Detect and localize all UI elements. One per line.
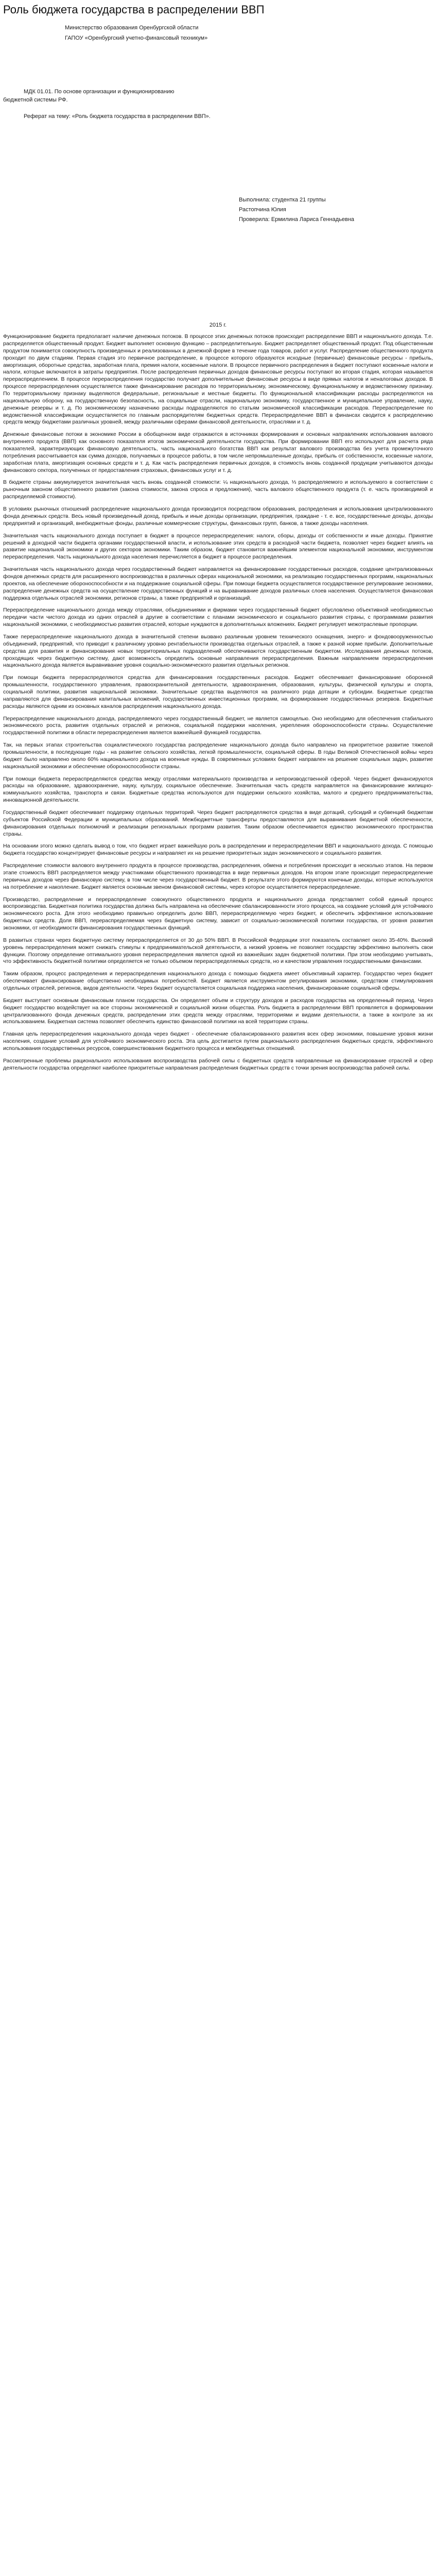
course-line: МДК 01.01. По основе организации и функционированию	[24, 89, 175, 95]
paragraph: Функционирование бюджета предполагает наличие денежных потоков. В процессе этих денежных потоков происходит распределение ВВП и национального дохода. Т.е. распределяется общественный продукт. Бюджет выполняет основную функцию – распределительную. Бюджет распределяет общественный продукт. Под общественным продуктом понимается совокупность произведенных и реализованных в денежной форме в течение года товаров, работ и услуг. Распределение общественного продукта проходит по двум стадиям. Первая стадия это первичное распределение, в процессе которого образуются исходные (первичные) финансовые ресурсы - прибыль, амортизация, оборотные средства, заработная плата, премия налоги, косвенные налоги. В процессе первичного распределения в бюджет поступают косвенные налоги и налоги, которые включаются в затраты предприятия. После распределения первичных доходов финансовые ресурсы поступают во вторая стадия, которая называется перераспределением. В процессе перераспределения государство получает дополнительные финансовые ресурсы в виде прямых налогов и неналоговых доходов. В процессе перераспределения осуществляется также финансирование расходов по территориальному, экономическому, функциональному и ведомственному признаку. По территориальному признаку выделяются федеральные, региональные и местные бюджеты. По функциональной классификации расходы распределяются на национальную оборону, на государственную безопасность, на социальные отрасли, национальную экономику, государственное и муниципальное управление, науку, денежные резервы и т. д. По экономическому назначению расходы подразделяются по статьям экономической классификации расходов. Перераспределение по ведомственной классификации осуществляется по главным распорядителям бюджетных средств. Перераспределение ВВП в финансах сводится к распределению средств между бюджетами различных уровней, между различными сферами финансовой деятельности, отраслями и т. д.	[3, 333, 433, 426]
student-name: Растопчина Юлия	[239, 206, 286, 213]
student-line: Выполнила: студентка 21 группы	[239, 196, 326, 203]
paragraph: Государственный бюджет обеспечивает поддержку отдельных территорий. Через бюджет распределяются средства в виде дотаций, субсидий и субвенций бюджетам субъектов Российской Федерации и муниципальных образований. Межбюджетные трансферты предоставляются для выравнивания бюджетной обеспеченности, финансирования отдельных полномочий и реализации региональных программ развития. Таким образом обеспечивается единство экономического пространства страны.	[3, 809, 433, 837]
paragraph: Таким образом, процесс распределения и перераспределения национального дохода с помощью бюджета имеет объективный характер. Государство через бюджет обеспечивает финансирование общественно необходимых потребностей. Бюджет является инструментом регулирования экономики, средством стимулирования отдельных отраслей, регионов, видов деятельности. Через бюджет осуществляется социальная поддержка населения, финансирование социальной сферы.	[3, 971, 433, 992]
institution-name: ГАПОУ «Оренбургский учетно-финансовый техникум»	[65, 35, 208, 41]
paragraph: Бюджет выступает основным финансовым планом государства. Он определяет объем и структуру доходов и расходов государства на определенный период. Через бюджет государство воздействует на все стороны экономической и социальной жизни общества. Роль бюджета в распределении ВВП проявляется в формировании централизованного фонда денежных средств, распределении этих средств между отраслями, территориями и видами деятельности, а также в контроле за их использованием. Бюджетная система позволяет обеспечить единство финансовой политики на всей территории страны.	[3, 997, 433, 1025]
paragraph: В условиях рыночных отношений распределение национального дохода производится посредством образования, распределения и использования централизованного фонда денежных средств. Весь новый произведенный доход, прибыль и иные доходы организации, предприятия, граждане - т. е. все, государственные доходы, доходы предприятий и организаций, внебюджетные фонды, различные коммерческие структуры, финансовых групп, банков, а также доходы населения.	[3, 506, 433, 527]
paragraph: Значительная часть национального дохода через государственный бюджет направляется на финансирование государственных расходов, создание централизованных фондов денежных средств для расширенного воспроизводства в различных сферах национальной экономики, на реализацию государственных программ, национальных проектов, на обеспечение обороноспособности и на поддержание социальной сферы. При помощи бюджета осуществляется государственное регулирование экономики, распределение денежных средств на осуществление государственных функций и на выравнивание доходов различных слоев населения. Осуществляется финансовая поддержка отдельных отраслей экономики, регионов страны, а также предприятий и организаций.	[3, 566, 433, 601]
paragraph: Распределение стоимости валового внутреннего продукта в процессе производства, распределения, обмена и потребления происходит в несколько этапов. На первом этапе стоимость ВВП распределяется между участниками общественного производства в виде первичных доходов. На втором этапе происходит перераспределение первичных доходов через финансовую систему, в том числе через государственный бюджет. В результате этого формируются конечные доходы, которые используются на потребление и накопление. Бюджет является основным звеном финансовой системы, через которое осуществляется перераспределение.	[3, 862, 433, 890]
ministry-name: Министерство образования Оренбургской области	[65, 25, 199, 31]
paragraph: Перераспределение национального дохода, распределяемого через государственный бюджет, не является самоцелью. Оно необходимо для обеспечения стабильного экономического роста, развития отдельных отраслей и регионов, социальной поддержки населения, укрепления обороноспособности страны. Осуществление государственной политики в области перераспределения является важнейшей функцией государства.	[3, 715, 433, 736]
course-spec: бюджетной системы РФ.	[3, 97, 68, 103]
paragraph: В бюджете страны аккумулируется значительная часть вновь созданной стоимости: ¼ национального дохода, ⅓ распределяемого и используемого в соответствии с рыночным законом общественного развития (закона стоимости, закона спроса и предложения), часть валового общественного продукта (т. е. часть производимой и распределяемой стоимости).	[3, 479, 433, 500]
paragraph: Так, на первых этапах строительства социалистического государства распределение национального дохода было направлено на приоритетное развитие тяжелой промышленности, в последующие годы - на развитие сельского хозяйства, легкой промышленности, социальной сферы. В годы Великой Отечественной войны через бюджет было направлено около 60% национального дохода на военные нужды. В современных условиях бюджет направлен на решение социальных задач, развитие национальной экономики и обеспечение обороноспособности страны.	[3, 742, 433, 770]
paragraph: Главная цель перераспределения национального дохода через бюджет - обеспечение сбалансированного развития всех сфер экономики, повышение уровня жизни населения, создание условий для устойчивого экономического роста. Эта цель достигается путем рационального распределения бюджетных средств, эффективного использования государственных ресурсов, совершенствования бюджетного процесса и межбюджетных отношений.	[3, 1031, 433, 1052]
paragraph: На основании этого можно сделать вывод о том, что бюджет играет важнейшую роль в распределении и перераспределении ВВП и национального дохода. С помощью бюджета государство концентрирует финансовые ресурсы и направляет их на решение приоритетных задач экономического и социального развития.	[3, 843, 433, 857]
paragraph: Также перераспределение национального дохода в значительной степени вызвано различным уровнем технического оснащения, энерго- и фондовооруженностью объединений, предприятий, что приводит к различному уровню рентабельности производства отдельных отраслей, а также к разной норме прибыли. Дополнительные средства для развития и финансирования новых территориальных подразделений обеспечиваются государственным бюджетом. Исследования денежных потоков, проходящих через бюджетную систему, дают возможность определить основные направления перераспределения. Важным направлением перераспределения национального дохода является выравнивание уровня социально-экономического развития отдельных регионов.	[3, 633, 433, 669]
page-title: Роль бюджета государства в распределении ВВП	[3, 3, 265, 16]
paragraph: Рассмотренные проблемы рационального использования воспроизводства рабочей силы с бюджетных средств направленные на финансирование отраслей и сфер деятельности государства определяют наиболее приоритетные направления распределения бюджетных средств с точки зрения воспроизводства рабочей силы.	[3, 1057, 433, 1071]
paragraph: Перераспределение национального дохода между отраслями, объединениями и фирмами через государственный бюджет обусловлено объективной необходимостью передачи части чистого дохода из одних отраслей в другие в соответствии с планами экономического и социального развития страны, с программами развития национальной экономики, с необходимостью развития отраслей, которые нуждаются в дополнительных вложениях. Бюджет регулирует межотраслевые пропорции.	[3, 607, 433, 628]
document-page	[0, 0, 436, 1077]
year: 2015 г.	[209, 322, 227, 329]
paragraph: При помощи бюджета перераспределяются средства для финансирования государственных расходов. Бюджет обеспечивает финансирование оборонной промышленности, государственного управления, правоохранительной деятельности, здравоохранения, образования, культуры, физической культуры и спорта, социальной политики, развития национальной экономики. Значительные средства выделяются на различного рода дотации и субсидии. Бюджетные средства направляются для финансирования капитальных вложений, государственных инвестиционных программ, на формирование государственных резервов. Бюджетные расходы являются одним из основных каналов распределения национального дохода.	[3, 674, 433, 709]
body-text	[3, 333, 433, 1072]
author-block	[239, 197, 433, 224]
paragraph: Денежные финансовые потоки в экономике России в обобщенном виде отражаются в источниках формирования и основных направлениях использования валового внутреннего продукта (ВВП) как основного показателя итогов экономической деятельности государства. При формировании ВВП его используют для расчета ряда показателей, характеризующих финансовую деятельность, часть национального богатства ВВП как результат валового производства без учета промежуточного потребления рассчитывается как сумма доходов, получаемых в процессе работы, в том числе непромышленные доходы, прибыль от собственности, косвенные налоги, заработная плата, амортизация основных средств и т. д. Как часть распределения первичных доходов, в стоимость вновь созданной продукции учитываются доходы финансового сектора, полученных от предоставления страховых, финансовых услуг и т. д.	[3, 431, 433, 473]
paragraph: Значительная часть национального дохода поступает в бюджет в процессе перераспределения: налоги, сборы, доходы от собственности и иные доходы. Принятие решений в доходной части бюджета органами государственной власти, и использование этих средств в расходной части бюджета, позволяет через бюджет влиять на развитие национальной экономики и других секторов экономики. Таким образом, бюджет становится важнейшим элементом национальной экономики, инструментом перераспределения. Часть национального дохода населения перечисляется в бюджет в процессе распределения.	[3, 532, 433, 561]
checked-by: Проверила: Ермилина Лариса Геннадьевна	[239, 216, 355, 223]
paragraph: При помощи бюджета перераспределяются средства между отраслями материального производства и непроизводственной сферой. Через бюджет финансируются расходы на образование, здравоохранение, науку, культуру, социальное обеспечение. Значительная часть средств направляется на финансирование жилищно-коммунального хозяйства, транспорта и связи. Бюджетные средства используются для поддержки сельского хозяйства, малого и среднего предпринимательства, инновационной деятельности.	[3, 775, 433, 804]
paragraph: Производство, распределение и перераспределение совокупного общественного продукта и национального дохода представляет собой единый процесс воспроизводства. Бюджетная политика государства должна быть направлена на обеспечение сбалансированности этого процесса, на создание условий для устойчивого экономического роста. Для этого необходимо правильно определить долю ВВП, перераспределяемую через бюджет, и обеспечить эффективное использование бюджетных средств. Доля ВВП, перераспределяемая через бюджетную систему, зависит от социально-экономической политики государства, от уровня развития экономики, от необходимости финансирования государственных функций.	[3, 896, 433, 931]
essay-topic: Реферат на тему: «Роль бюджета государства в распределении ВВП».	[24, 113, 211, 120]
paragraph: В развитых странах через бюджетную систему перераспределяется от 30 до 50% ВВП. В Российской Федерации этот показатель составляет около 35-40%. Высокий уровень перераспределения может снижать стимулы к предпринимательской деятельности, а низкий уровень не позволяет государству эффективно выполнять свои функции. Поэтому определение оптимального уровня перераспределения является одной из важнейших задач бюджетной политики. При этом необходимо учитывать, что эффективность бюджетной политики определяется не только объемом перераспределяемых средств, но и качеством управления государственными финансами.	[3, 937, 433, 965]
